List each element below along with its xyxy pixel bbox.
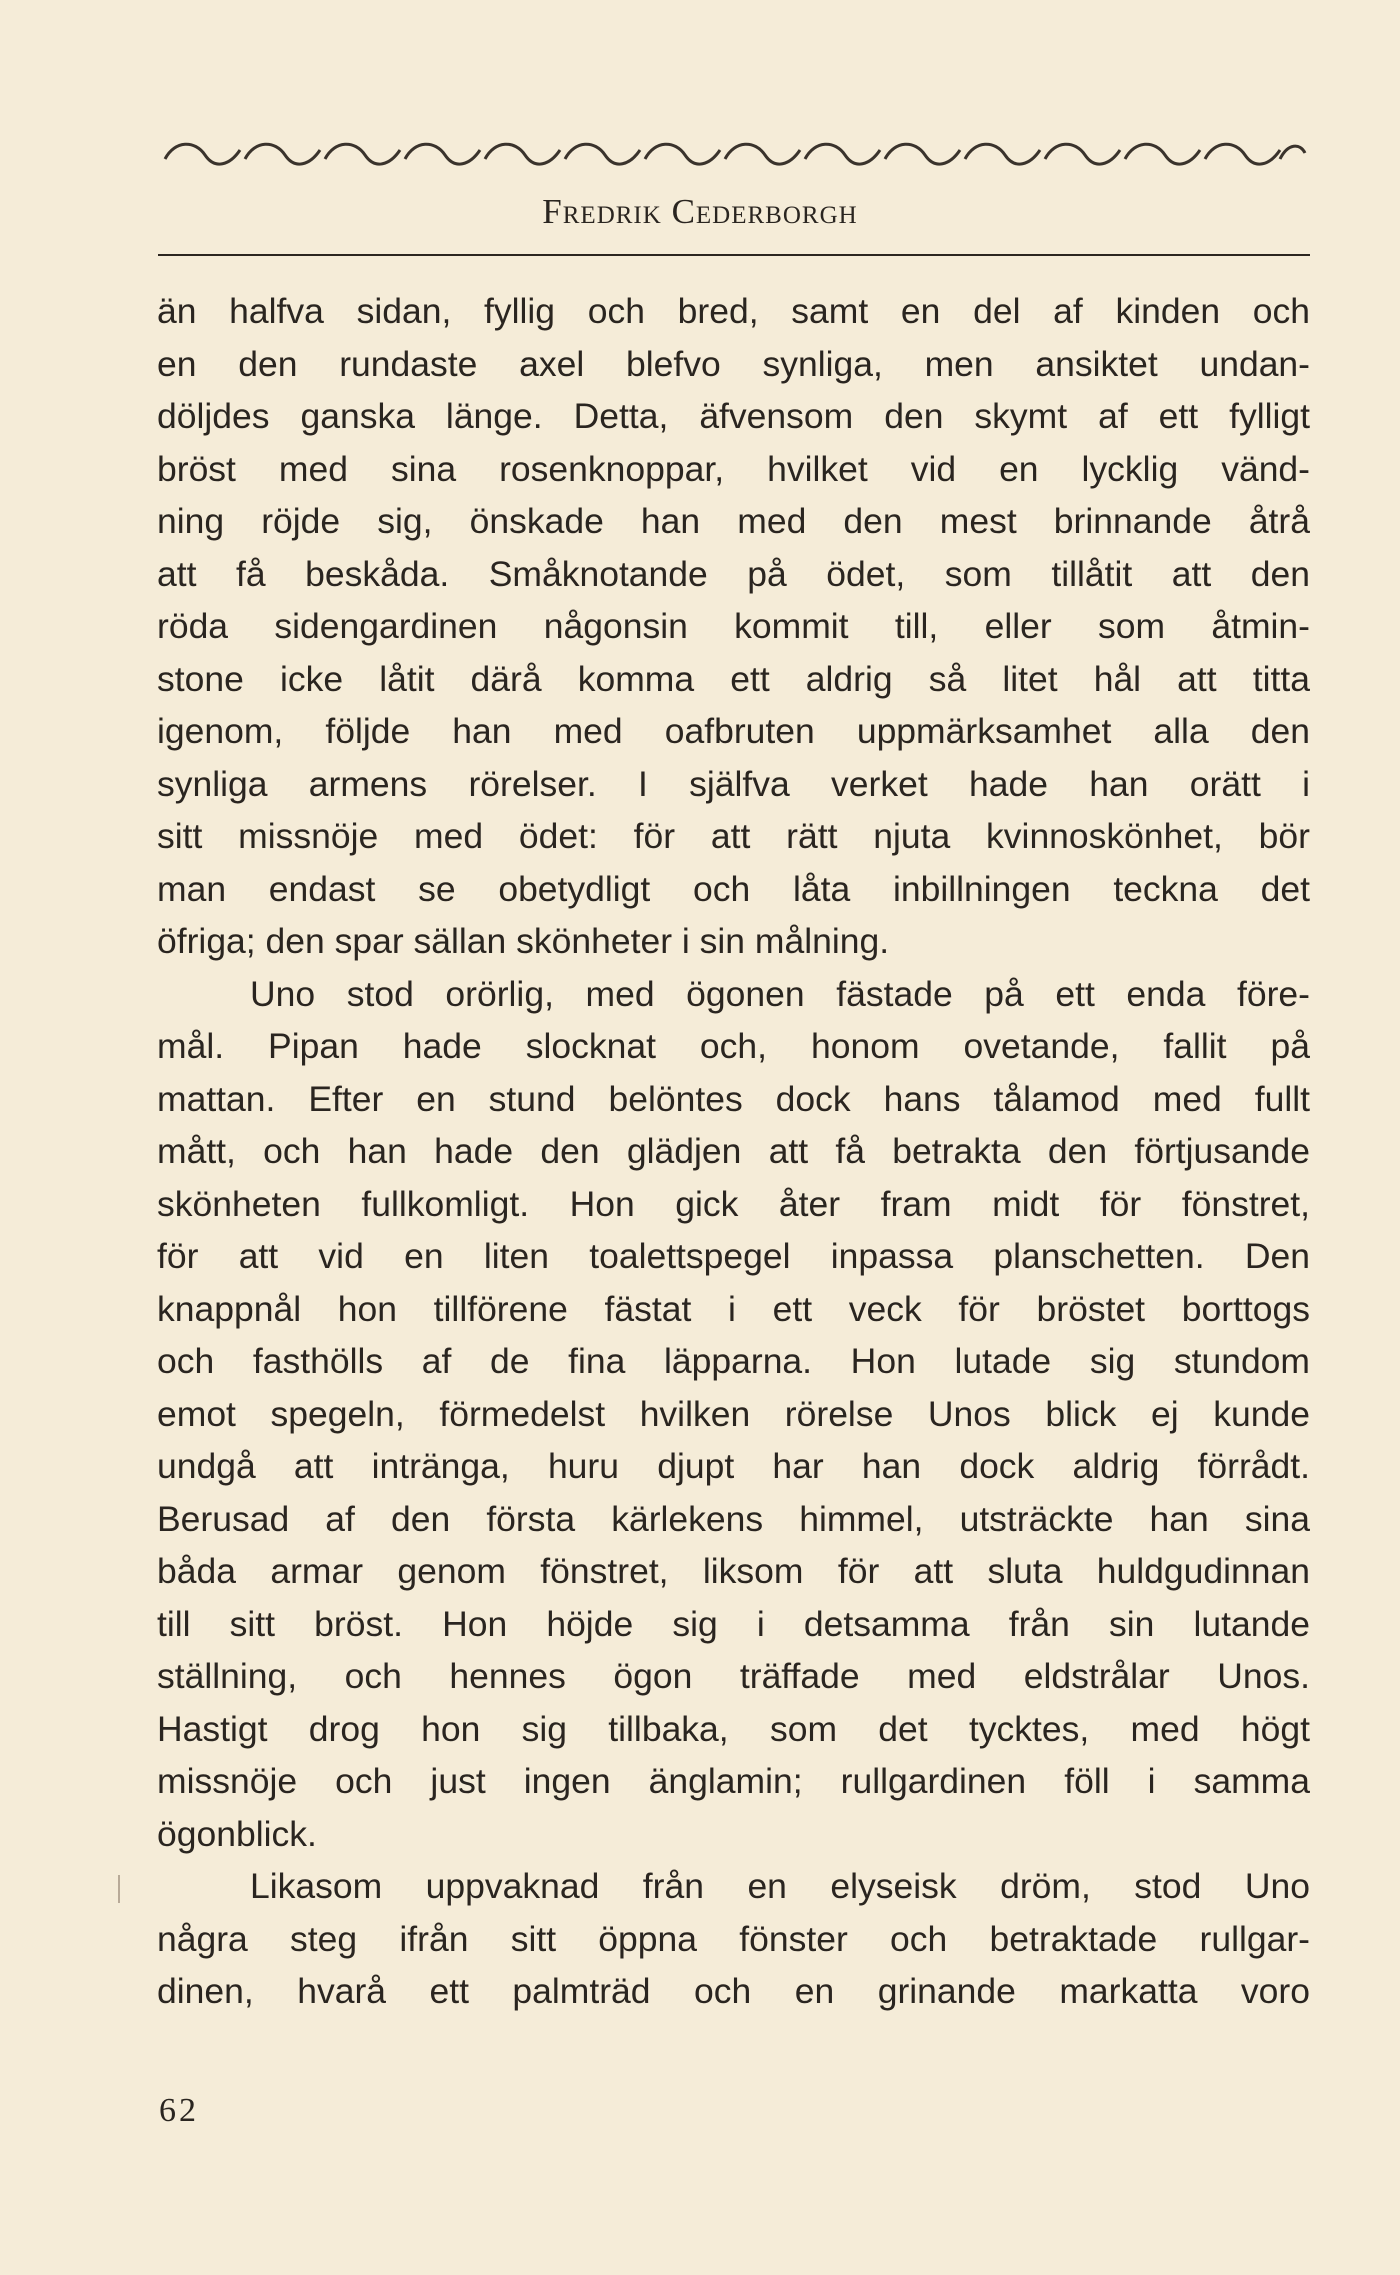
text-line: Uno stod orörlig, med ögonen fästade på ett enda före- xyxy=(250,973,1310,1014)
text-line: sitt missnöje med ödet: för att rätt njuta kvinnoskönhet, bör xyxy=(157,816,1310,856)
paragraph-3 xyxy=(157,1860,1310,2018)
body-text xyxy=(157,285,1310,2018)
text-line: Hastigt drog hon sig tillbaka, som det tycktes, med högt xyxy=(157,1708,1310,1749)
text-line: en den rundaste axel blefvo synliga, men ansiktet undan- xyxy=(157,343,1310,384)
text-line: att få beskåda. Småknotande på ödet, som tillåtit att den xyxy=(157,553,1310,594)
text-line: knappnål hon tillförene fästat i ett veck för bröstet borttogs xyxy=(157,1288,1310,1329)
text-line: ning röjde sig, önskade han med den mest brinnande åtrå xyxy=(157,501,1310,541)
running-header: Fredrik Cederborgh xyxy=(542,192,858,231)
text-line: stone icke låtit därå komma ett aldrig så litet hål att titta xyxy=(157,658,1310,699)
text-line: mått, och han hade den glädjen att få betrakta den förtjusande xyxy=(157,1131,1310,1171)
text-line: och fasthölls af de fina läpparna. Hon lutade sig stundom xyxy=(157,1341,1310,1381)
margin-mark xyxy=(118,1875,120,1903)
text-line: emot spegeln, förmedelst hvilken rörelse Unos blick ej kunde xyxy=(157,1393,1310,1434)
decorative-border-ornament xyxy=(160,135,1310,175)
text-line: till sitt bröst. Hon höjde sig i detsamma från sin lutande xyxy=(157,1603,1310,1644)
text-line: synliga armens rörelser. I själfva verket hade han orätt i xyxy=(157,763,1310,804)
text-line: missnöje och just ingen änglamin; rullgardinen föll i samma xyxy=(157,1761,1310,1801)
paragraph-1 xyxy=(157,285,1310,968)
text-line: mattan. Efter en stund belöntes dock hans tålamod med fullt xyxy=(157,1078,1310,1119)
text-line: man endast se obetydligt och låta inbillningen teckna det xyxy=(157,868,1310,909)
text-line: dinen, hvarå ett palmträd och en grinande markatta voro xyxy=(157,1971,1310,2011)
header-rule xyxy=(158,254,1310,256)
paragraph-2 xyxy=(157,968,1310,1861)
text-line: för att vid en liten toalettspegel inpassa planschetten. Den xyxy=(157,1236,1310,1276)
text-line: röda sidengardinen någonsin kommit till, eller som åtmin- xyxy=(157,606,1310,646)
text-line: skönheten fullkomligt. Hon gick åter fram midt för fönstret, xyxy=(157,1183,1310,1224)
page-number: 62 xyxy=(159,2092,199,2129)
text-line: döljdes ganska länge. Detta, äfvensom den skymt af ett fylligt xyxy=(157,396,1310,436)
text-line: Likasom uppvaknad från en elyseisk dröm, stod Uno xyxy=(250,1866,1310,1906)
text-line: Berusad af den första kärlekens himmel, utsträckte han sina xyxy=(157,1498,1310,1539)
text-line: ögonblick. xyxy=(157,1813,317,1854)
text-line: mål. Pipan hade slocknat och, honom ovetande, fallit på xyxy=(157,1026,1310,1066)
text-line: ställning, och hennes ögon träffade med eldstrålar Unos. xyxy=(157,1656,1310,1696)
text-line: båda armar genom fönstret, liksom för att sluta huldgudinnan xyxy=(157,1551,1310,1591)
text-line: bröst med sina rosenknoppar, hvilket vid en lycklig vänd- xyxy=(157,448,1310,489)
text-line: än halfva sidan, fyllig och bred, samt en del af kinden och xyxy=(157,291,1310,331)
text-line: några steg ifrån sitt öppna fönster och betraktade rullgar- xyxy=(157,1918,1310,1959)
text-line: öfriga; den spar sällan skönheter i sin målning. xyxy=(157,921,890,961)
text-line: undgå att inträngа, huru djupt har han dock aldrig förrådt. xyxy=(157,1446,1310,1486)
text-line: igenom, följde han med oafbruten uppmärksamhet alla den xyxy=(157,711,1310,751)
